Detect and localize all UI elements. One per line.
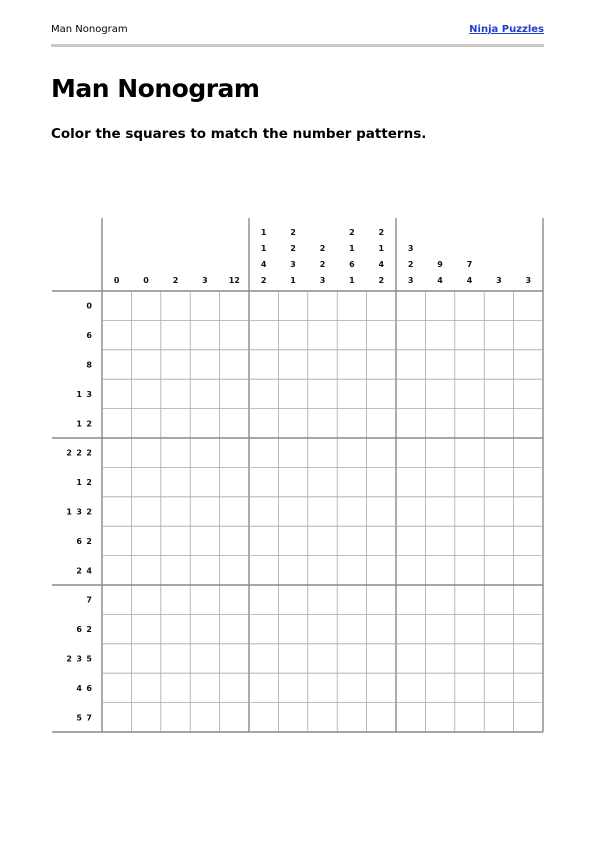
grid-cell[interactable]: [455, 673, 484, 702]
row-clue-number: 2: [66, 448, 72, 458]
grid-cell[interactable]: [249, 320, 278, 349]
grid-cell[interactable]: [249, 644, 278, 673]
grid-cell[interactable]: [367, 585, 396, 614]
grid-cell[interactable]: [425, 703, 454, 732]
grid-cell[interactable]: [425, 379, 454, 408]
grid-cell[interactable]: [308, 526, 337, 555]
grid-cell[interactable]: [249, 409, 278, 438]
grid-cell[interactable]: [190, 644, 219, 673]
grid-cell[interactable]: [190, 467, 219, 496]
row-clue-number: 4: [86, 566, 92, 576]
column-clue-number: 2: [319, 260, 326, 269]
grid-cell[interactable]: [278, 409, 307, 438]
column-clue-number: 3: [319, 276, 326, 285]
grid-cell[interactable]: [102, 467, 131, 496]
grid-cell[interactable]: [514, 526, 543, 555]
grid-cell[interactable]: [102, 497, 131, 526]
grid-cell[interactable]: [367, 673, 396, 702]
column-clue-number: 0: [113, 276, 120, 285]
grid-cell[interactable]: [455, 409, 484, 438]
grid-cell[interactable]: [249, 438, 278, 467]
grid-cell[interactable]: [220, 438, 249, 467]
grid-cell[interactable]: [425, 409, 454, 438]
row-clue-number: 0: [86, 301, 92, 311]
grid-cell[interactable]: [131, 379, 160, 408]
grid-cell[interactable]: [190, 526, 219, 555]
row-clue-number: 6: [76, 536, 82, 546]
grid-cell[interactable]: [308, 320, 337, 349]
grid-cell[interactable]: [367, 497, 396, 526]
column-clue-number: 2: [290, 228, 296, 237]
column-clue-number: 2: [378, 276, 385, 285]
grid-cell[interactable]: [514, 497, 543, 526]
row-clue-number: 7: [86, 713, 92, 723]
grid-cell[interactable]: [514, 614, 543, 643]
grid-cell[interactable]: [396, 409, 425, 438]
grid-cell[interactable]: [278, 526, 307, 555]
grid-cell[interactable]: [455, 438, 484, 467]
row-clue-number: 2: [86, 625, 92, 635]
grid-cell[interactable]: [249, 585, 278, 614]
grid-cell[interactable]: [220, 614, 249, 643]
grid-cell[interactable]: [396, 467, 425, 496]
instructions: Color the squares to match the number patterns.: [51, 126, 427, 142]
grid-cell[interactable]: [514, 379, 543, 408]
column-clue-number: 2: [407, 260, 414, 269]
grid-cell[interactable]: [102, 438, 131, 467]
grid-cell[interactable]: [190, 614, 219, 643]
column-clue-number: 2: [290, 244, 296, 253]
grid-cell[interactable]: [161, 409, 190, 438]
grid-cell[interactable]: [161, 467, 190, 496]
column-clue-number: 12: [228, 276, 240, 285]
row-clue-number: 2: [76, 566, 82, 576]
grid-cell[interactable]: [161, 585, 190, 614]
grid-cell[interactable]: [220, 467, 249, 496]
grid-cell[interactable]: [131, 614, 160, 643]
grid-cell[interactable]: [190, 556, 219, 585]
grid-cell[interactable]: [190, 350, 219, 379]
row-clue-number: 7: [86, 595, 92, 605]
grid-cell[interactable]: [220, 526, 249, 555]
grid-cell[interactable]: [220, 291, 249, 320]
column-clue-number: 1: [378, 244, 385, 253]
grid-cell[interactable]: [102, 585, 131, 614]
grid-cell[interactable]: [220, 409, 249, 438]
grid-cell[interactable]: [161, 614, 190, 643]
grid-cell[interactable]: [190, 438, 219, 467]
grid-cell[interactable]: [278, 556, 307, 585]
grid-cell[interactable]: [337, 585, 366, 614]
grid-cell[interactable]: [161, 556, 190, 585]
grid-cell[interactable]: [278, 291, 307, 320]
grid-cell[interactable]: [131, 703, 160, 732]
grid-cell[interactable]: [396, 585, 425, 614]
grid-cell[interactable]: [425, 644, 454, 673]
grid-cell[interactable]: [308, 350, 337, 379]
grid-cell[interactable]: [131, 320, 160, 349]
grid-cell[interactable]: [102, 673, 131, 702]
grid-cell[interactable]: [278, 438, 307, 467]
column-clue-number: 2: [319, 244, 326, 253]
grid-cell[interactable]: [396, 703, 425, 732]
grid-cell[interactable]: [308, 438, 337, 467]
grid-cell[interactable]: [425, 497, 454, 526]
grid-cell[interactable]: [455, 497, 484, 526]
row-clue-number: 3: [86, 389, 92, 399]
grid-cell[interactable]: [484, 438, 513, 467]
grid-cell[interactable]: [484, 497, 513, 526]
grid-cell[interactable]: [131, 438, 160, 467]
ninja-puzzles-link[interactable]: Ninja Puzzles: [469, 24, 544, 35]
grid-cell[interactable]: [367, 350, 396, 379]
grid-cell[interactable]: [514, 320, 543, 349]
row-clue-number: 2: [86, 507, 92, 517]
grid-cell[interactable]: [308, 556, 337, 585]
grid-cell[interactable]: [484, 644, 513, 673]
grid-cell[interactable]: [249, 497, 278, 526]
grid-cell[interactable]: [514, 644, 543, 673]
grid-cell[interactable]: [220, 703, 249, 732]
grid-cell[interactable]: [161, 673, 190, 702]
grid-cell[interactable]: [161, 497, 190, 526]
grid-cell[interactable]: [396, 291, 425, 320]
grid-cell[interactable]: [337, 409, 366, 438]
grid-cell[interactable]: [102, 350, 131, 379]
row-clue-number: 2: [86, 448, 92, 458]
grid-cell[interactable]: [367, 379, 396, 408]
grid-cell[interactable]: [367, 644, 396, 673]
grid-cell[interactable]: [337, 350, 366, 379]
column-clue-number: 7: [466, 260, 473, 269]
grid-cell[interactable]: [484, 467, 513, 496]
grid-cell[interactable]: [455, 614, 484, 643]
row-clue-number: 1: [66, 507, 72, 517]
grid-cell[interactable]: [308, 467, 337, 496]
grid-cell[interactable]: [425, 673, 454, 702]
grid-cell[interactable]: [249, 673, 278, 702]
grid-cell[interactable]: [249, 467, 278, 496]
grid-cell[interactable]: [514, 291, 543, 320]
grid-cell[interactable]: [190, 703, 219, 732]
grid-cell[interactable]: [161, 703, 190, 732]
grid-cell[interactable]: [367, 438, 396, 467]
grid-cell[interactable]: [514, 673, 543, 702]
grid-cell[interactable]: [249, 614, 278, 643]
grid-cell[interactable]: [455, 644, 484, 673]
grid-cell[interactable]: [455, 703, 484, 732]
grid-cell[interactable]: [367, 526, 396, 555]
column-clue-number: 1: [290, 276, 296, 285]
grid-cell[interactable]: [337, 556, 366, 585]
grid-cell[interactable]: [367, 703, 396, 732]
page-title: Man Nonogram: [51, 74, 260, 103]
grid-cell[interactable]: [337, 320, 366, 349]
grid-cell[interactable]: [131, 526, 160, 555]
grid-cell[interactable]: [161, 379, 190, 408]
grid-cell[interactable]: [484, 379, 513, 408]
column-clue-number: 3: [496, 276, 502, 285]
grid-cell[interactable]: [161, 438, 190, 467]
grid-cell[interactable]: [396, 497, 425, 526]
column-clue-number: 3: [290, 260, 296, 269]
grid-cell[interactable]: [190, 320, 219, 349]
grid-cell[interactable]: [102, 379, 131, 408]
column-clue-number: 0: [143, 276, 149, 285]
grid-cell[interactable]: [367, 291, 396, 320]
grid-cell[interactable]: [396, 350, 425, 379]
grid-cell[interactable]: [484, 585, 513, 614]
grid-cell[interactable]: [396, 673, 425, 702]
grid-cell[interactable]: [190, 585, 219, 614]
column-clue-number: 2: [378, 228, 385, 237]
grid-cell[interactable]: [308, 703, 337, 732]
column-clue-number: 3: [525, 276, 532, 285]
grid-cell[interactable]: [278, 644, 307, 673]
grid-cell[interactable]: [455, 379, 484, 408]
grid-cell[interactable]: [337, 467, 366, 496]
grid-cell[interactable]: [220, 585, 249, 614]
grid-cell[interactable]: [278, 320, 307, 349]
grid-cell[interactable]: [425, 350, 454, 379]
grid-cell[interactable]: [455, 526, 484, 555]
grid-cell[interactable]: [455, 350, 484, 379]
grid-cell[interactable]: [367, 467, 396, 496]
grid-cell[interactable]: [220, 497, 249, 526]
grid-cell[interactable]: [337, 526, 366, 555]
grid-cell[interactable]: [396, 526, 425, 555]
grid-cell[interactable]: [337, 438, 366, 467]
grid-cell[interactable]: [190, 673, 219, 702]
grid-cell[interactable]: [425, 585, 454, 614]
grid-cell[interactable]: [131, 467, 160, 496]
column-clue-number: 1: [349, 276, 355, 285]
grid-cell[interactable]: [484, 556, 513, 585]
grid-cell[interactable]: [396, 379, 425, 408]
grid-cell[interactable]: [190, 379, 219, 408]
grid-cell[interactable]: [484, 350, 513, 379]
grid-cell[interactable]: [425, 614, 454, 643]
grid-cell[interactable]: [308, 379, 337, 408]
grid-cell[interactable]: [425, 320, 454, 349]
grid-cell[interactable]: [102, 644, 131, 673]
grid-cell[interactable]: [337, 703, 366, 732]
row-clue-number: 3: [76, 654, 82, 664]
grid-cell[interactable]: [337, 291, 366, 320]
grid-cell[interactable]: [308, 409, 337, 438]
grid-cell[interactable]: [131, 409, 160, 438]
row-clue-number: 2: [86, 478, 92, 488]
grid-cell[interactable]: [484, 526, 513, 555]
grid-cell[interactable]: [514, 585, 543, 614]
row-clue-number: 1: [76, 419, 82, 429]
grid-cell[interactable]: [161, 644, 190, 673]
grid-cell[interactable]: [514, 409, 543, 438]
grid-cell[interactable]: [514, 350, 543, 379]
grid-cell[interactable]: [425, 438, 454, 467]
row-clue-number: 1: [76, 389, 82, 399]
grid-cell[interactable]: [131, 350, 160, 379]
header-doc-title: Man Nonogram: [51, 24, 128, 35]
grid-cell[interactable]: [455, 320, 484, 349]
grid-cell[interactable]: [131, 673, 160, 702]
grid-cell[interactable]: [484, 673, 513, 702]
grid-cell[interactable]: [131, 556, 160, 585]
grid-cell[interactable]: [455, 291, 484, 320]
column-clue-number: 4: [437, 276, 443, 285]
column-clue-number: 3: [407, 244, 414, 253]
grid-cell[interactable]: [337, 379, 366, 408]
grid-cell[interactable]: [396, 438, 425, 467]
column-clue-number: 1: [349, 244, 355, 253]
grid-cell[interactable]: [278, 497, 307, 526]
row-clue-number: 5: [86, 654, 92, 664]
grid-cell[interactable]: [102, 614, 131, 643]
grid-cell[interactable]: [278, 673, 307, 702]
row-clue-number: 3: [76, 507, 82, 517]
grid-cell[interactable]: [484, 614, 513, 643]
row-clue-number: 5: [76, 713, 82, 723]
grid-cell[interactable]: [514, 467, 543, 496]
grid-cell[interactable]: [367, 556, 396, 585]
grid-cell[interactable]: [190, 497, 219, 526]
column-clue-number: 3: [407, 276, 414, 285]
grid-cell[interactable]: [161, 350, 190, 379]
grid-cell[interactable]: [102, 526, 131, 555]
row-clue-number: 6: [76, 625, 82, 635]
grid-cell[interactable]: [102, 320, 131, 349]
column-clue-number: 1: [260, 228, 267, 237]
grid-cell[interactable]: [425, 556, 454, 585]
grid-cell[interactable]: [249, 291, 278, 320]
grid-cell[interactable]: [249, 350, 278, 379]
grid-cell[interactable]: [131, 497, 160, 526]
grid-cell[interactable]: [278, 614, 307, 643]
grid-cell[interactable]: [220, 379, 249, 408]
grid-cell[interactable]: [484, 291, 513, 320]
grid-cell[interactable]: [249, 379, 278, 408]
grid-cell[interactable]: [102, 703, 131, 732]
grid-cell[interactable]: [131, 644, 160, 673]
grid-cell[interactable]: [455, 467, 484, 496]
row-clue-number: 4: [76, 683, 82, 693]
grid-cell[interactable]: [484, 409, 513, 438]
grid-cell[interactable]: [220, 644, 249, 673]
grid-cell[interactable]: [396, 556, 425, 585]
grid-cell[interactable]: [131, 585, 160, 614]
grid-cell[interactable]: [396, 644, 425, 673]
grid-cell[interactable]: [220, 673, 249, 702]
column-clue-number: 1: [260, 244, 267, 253]
grid-cell[interactable]: [190, 291, 219, 320]
grid-cell[interactable]: [396, 320, 425, 349]
grid-cell[interactable]: [308, 585, 337, 614]
grid-cell[interactable]: [337, 673, 366, 702]
row-clue-number: 6: [86, 683, 92, 693]
grid-cell[interactable]: [396, 614, 425, 643]
row-clue-number: 2: [66, 654, 72, 664]
grid-cell[interactable]: [249, 526, 278, 555]
row-clue-number: 8: [86, 360, 92, 370]
grid-cell[interactable]: [308, 497, 337, 526]
row-clue-number: 1: [76, 478, 82, 488]
grid-cell[interactable]: [367, 614, 396, 643]
grid-cell[interactable]: [161, 291, 190, 320]
grid-cell[interactable]: [190, 409, 219, 438]
grid-cell[interactable]: [425, 467, 454, 496]
column-clue-number: 9: [437, 260, 443, 269]
column-clue-number: 4: [466, 276, 473, 285]
column-clue-number: 6: [349, 260, 355, 269]
column-clue-number: 3: [202, 276, 208, 285]
grid-cell[interactable]: [514, 556, 543, 585]
column-clue-number: 2: [349, 228, 355, 237]
column-clue-number: 4: [260, 260, 267, 269]
grid-cell[interactable]: [278, 350, 307, 379]
grid-cell[interactable]: [308, 291, 337, 320]
row-clue-number: 6: [86, 331, 92, 341]
grid-cell[interactable]: [337, 497, 366, 526]
grid-cell[interactable]: [249, 556, 278, 585]
grid-cell[interactable]: [425, 526, 454, 555]
grid-cell[interactable]: [308, 673, 337, 702]
grid-cell[interactable]: [308, 644, 337, 673]
grid-cell[interactable]: [367, 320, 396, 349]
grid-cell[interactable]: [220, 350, 249, 379]
grid-cell[interactable]: [278, 703, 307, 732]
column-clue-number: 4: [378, 260, 385, 269]
grid-cell[interactable]: [514, 703, 543, 732]
grid-cell[interactable]: [484, 320, 513, 349]
row-clue-number: 2: [86, 419, 92, 429]
grid-cell[interactable]: [131, 291, 160, 320]
grid-cell[interactable]: [278, 467, 307, 496]
grid-cell[interactable]: [102, 556, 131, 585]
grid-cell[interactable]: [337, 614, 366, 643]
grid-cell[interactable]: [278, 379, 307, 408]
grid-cell[interactable]: [220, 320, 249, 349]
grid-cell[interactable]: [220, 556, 249, 585]
grid-cell[interactable]: [249, 703, 278, 732]
row-clue-number: 2: [86, 536, 92, 546]
grid-cell[interactable]: [308, 614, 337, 643]
grid-cell[interactable]: [278, 585, 307, 614]
grid-cell[interactable]: [337, 644, 366, 673]
grid-cell[interactable]: [102, 291, 131, 320]
grid-cell[interactable]: [367, 409, 396, 438]
grid-cell[interactable]: [102, 409, 131, 438]
row-clue-number: 2: [76, 448, 82, 458]
column-clue-number: 2: [172, 276, 179, 285]
grid-cell[interactable]: [484, 703, 513, 732]
grid-cell[interactable]: [455, 556, 484, 585]
column-clue-number: 2: [260, 276, 267, 285]
grid-cell[interactable]: [425, 291, 454, 320]
grid-cell[interactable]: [455, 585, 484, 614]
grid-cell[interactable]: [514, 438, 543, 467]
grid-cell[interactable]: [161, 526, 190, 555]
grid-cell[interactable]: [161, 320, 190, 349]
